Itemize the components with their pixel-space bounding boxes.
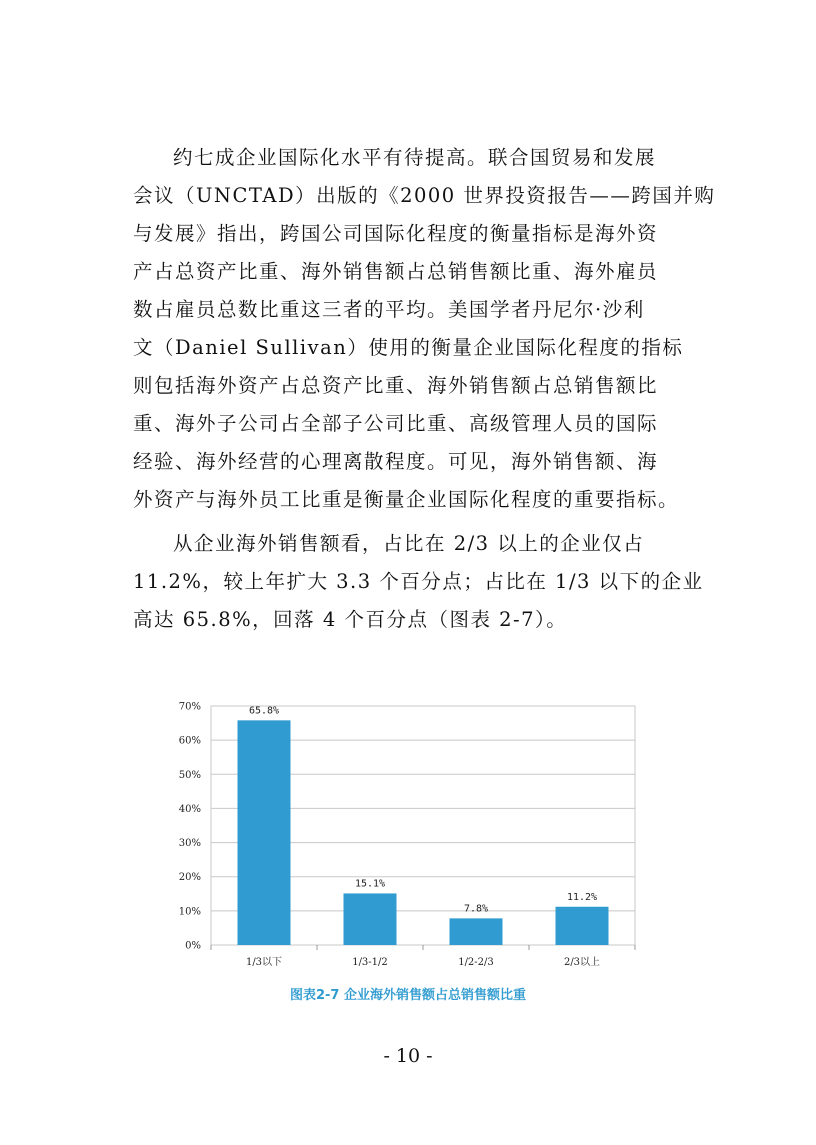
bar — [556, 907, 609, 945]
y-tick-label: 40% — [178, 803, 201, 815]
text-line: 重、海外子公司占全部子公司比重、高级管理人员的国际 — [133, 412, 659, 435]
text-line: 从企业海外销售额看，占比在 2/3 以上的企业仅占 — [173, 532, 645, 555]
page-number: - 10 - — [383, 1045, 433, 1067]
bar — [450, 918, 503, 945]
data-label: 11.2% — [566, 891, 598, 903]
text-line: 产占总资产比重、海外销售额占总销售额比重、海外雇员 — [133, 260, 659, 283]
text-line: 约七成企业国际化水平有待提高。联合国贸易和发展 — [173, 146, 657, 169]
bar — [238, 720, 291, 945]
y-tick-label: 20% — [178, 872, 201, 884]
text-line: 文（Daniel Sullivan）使用的衡量企业国际化程度的指标 — [133, 336, 684, 359]
body-paragraph-2 — [133, 525, 704, 639]
x-tick-label: 1/2-2/3 — [458, 957, 494, 968]
text-line: 经验、海外经营的心理离散程度。可见，海外销售额、海 — [133, 450, 659, 473]
y-tick-label: 0% — [185, 940, 201, 952]
text-line: 11.2%，较上年扩大 3.3 个百分点；占比在 1/3 以下的企业 — [133, 570, 704, 593]
text-line: 数占雇员总数比重这三者的平均。美国学者丹尼尔·沙利 — [133, 298, 645, 321]
x-tick-label: 2/3以上 — [563, 957, 601, 968]
chart-svg — [170, 693, 650, 978]
bar — [344, 893, 397, 945]
data-label: 65.8% — [248, 705, 280, 717]
text-line: 会议（UNCTAD）出版的《2000 世界投资报告——跨国并购 — [133, 184, 716, 207]
data-label: 7.8% — [463, 903, 489, 915]
y-tick-label: 10% — [178, 906, 201, 918]
text-line: 与发展》指出，跨国公司国际化程度的衡量指标是海外资 — [133, 222, 659, 245]
text-line: 则包括海外资产占总资产比重、海外销售额占总销售额比 — [133, 374, 659, 397]
chart-caption: 图表2-7 企业海外销售额占总销售额比重 — [289, 988, 526, 1003]
x-tick-label: 1/3-1/2 — [352, 957, 388, 968]
data-label: 15.1% — [354, 878, 386, 890]
body-paragraph-1 — [133, 139, 716, 519]
x-tick-label: 1/3以下 — [245, 957, 283, 968]
text-line: 外资产与海外员工比重是衡量企业国际化程度的重要指标。 — [133, 488, 680, 511]
y-tick-label: 60% — [178, 735, 201, 747]
bar-chart — [170, 693, 650, 978]
text-line: 高达 65.8%，回落 4 个百分点（图表 2-7）。 — [133, 608, 568, 631]
y-tick-label: 50% — [178, 769, 201, 781]
y-tick-label: 30% — [178, 838, 201, 850]
y-tick-label: 70% — [178, 701, 201, 713]
